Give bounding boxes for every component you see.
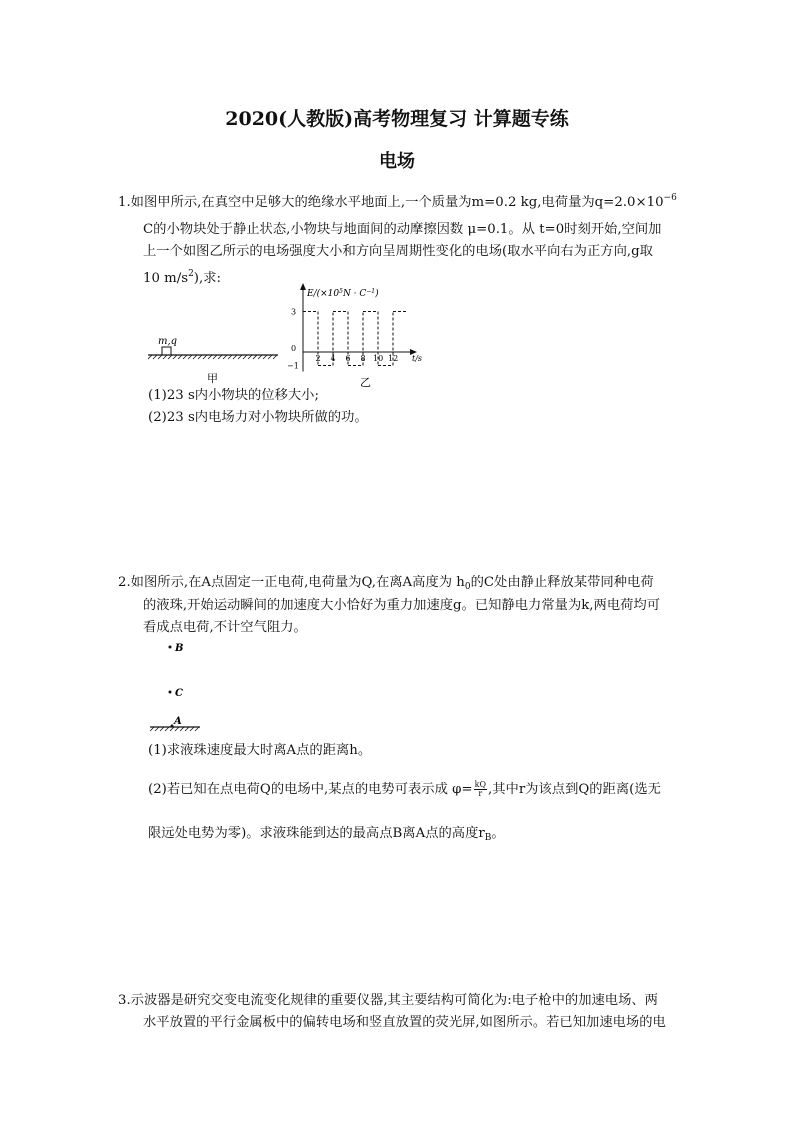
q2-sub1: (1)求液珠速度最大时离A点的距离h。 <box>148 743 372 758</box>
caption-yi: 乙 <box>360 376 371 389</box>
hatch-mark <box>263 355 267 359</box>
hatch-mark <box>163 355 167 359</box>
hatch-mark <box>218 355 222 359</box>
y-tick-label: −1 <box>287 361 299 371</box>
mass-label: m,q <box>158 336 178 347</box>
q2-sub2: (2)若已知在点电荷Q的电场中,某点的电势可表示成 φ= $\frac{kQ}{r}$ ,其中r为该点到Q的距离(选无 <box>148 780 661 798</box>
hatch-mark <box>208 355 212 359</box>
page-title: 2020(人教版)高考物理复习 计算题专练 <box>225 108 569 130</box>
q2-line2: 的液珠,开始运动瞬间的加速度大小恰好为重力加速度g。已知静电力常量为k,两电荷均可 <box>143 598 661 613</box>
hatch-mark <box>198 355 202 359</box>
hatch-mark <box>268 355 272 359</box>
x-axis-label: t/s <box>412 354 423 363</box>
label-B: B <box>175 643 184 654</box>
q3-line1: 3.示波器是研究交变电流变化规律的重要仪器,其主要结构可简化为:电子枪中的加速电场、两 <box>118 993 658 1008</box>
label-C: C <box>175 688 183 699</box>
q2-line1: 2.如图所示,在A点固定一正电荷,电荷量为Q,在离A高度为 $h_0$的C处由静止释放某带同种电荷 <box>118 575 654 592</box>
hatch-mark <box>178 355 182 359</box>
ground-hatching <box>148 355 277 359</box>
hatch-mark <box>148 355 152 359</box>
fraction-kq-r: $\frac{kQ}{r}$ <box>474 780 486 798</box>
hatch-mark <box>233 355 237 359</box>
y-tick-label: 0 <box>291 344 297 353</box>
q2-line3: 看成点电荷,不计空气阻力。 <box>143 620 307 635</box>
hatch-mark <box>173 355 177 359</box>
label-A: A <box>174 716 182 727</box>
y-axis-arrow <box>300 283 306 290</box>
hatch-mark <box>248 355 252 359</box>
hatch-mark <box>223 355 227 359</box>
hatch-mark <box>153 355 157 359</box>
hatch-mark <box>253 355 257 359</box>
hatch-mark <box>243 355 247 359</box>
block <box>162 347 171 355</box>
q2-sub2-line2: 限远处电势为零)。求液珠能到达的最高点B离A点的高度$r_B$。 <box>148 826 505 843</box>
hatch-mark <box>183 355 187 359</box>
y-axis-label: $E/(\times 10^5N \cdot C^{-1})$ <box>307 288 379 299</box>
figure-q2 <box>148 636 218 736</box>
x-tick-label: 8 <box>360 354 366 363</box>
q1-line2: C的小物块处于静止状态,小物块与地面间的动摩擦因数 μ=0.1。从 t=0时刻开始,空间加 <box>143 222 662 237</box>
hatch-mark <box>238 355 242 359</box>
x-tick-label: 6 <box>345 354 351 363</box>
x-tick-label: 10 <box>373 354 384 363</box>
hatch-mark <box>258 355 262 359</box>
q1-line3: 上一个如图乙所示的电场强度大小和方向呈周期性变化的电场(取水平向右为正方向,g取 <box>143 244 653 259</box>
hatch-mark <box>158 355 162 359</box>
hatch-mark <box>188 355 192 359</box>
q1-line4: 10 $m/s^2$),求: <box>143 269 221 286</box>
caption-jia: 甲 <box>207 372 218 385</box>
figure-yi-chart <box>285 282 450 392</box>
hatch-mark <box>193 355 197 359</box>
x-tick-label: 12 <box>388 354 399 363</box>
q3-line2: 水平放置的平行金属板中的偏转电场和竖直放置的荧光屏,如图所示。若已知加速电场的电 <box>143 1015 666 1030</box>
hatch-mark <box>203 355 207 359</box>
hatch-mark <box>273 355 277 359</box>
y-tick-label: 3 <box>291 307 297 317</box>
q1-sub2: (2)23 s内电场力对小物块所做的功。 <box>148 410 368 425</box>
figure-jia <box>148 330 280 390</box>
section-title: 电场 <box>379 151 415 172</box>
hatch-mark <box>213 355 217 359</box>
hatch-mark <box>168 355 172 359</box>
q1-sub1: (1)23 s内小物块的位移大小; <box>148 388 319 403</box>
q1-line1: 1.如图甲所示,在真空中足够大的绝缘水平地面上,一个质量为m=0.2 kg,电荷量为$q=2.0\times 10^{-6}$ <box>118 193 677 210</box>
x-tick-label: 2 <box>315 354 321 363</box>
x-tick-label: 4 <box>330 354 336 363</box>
point-C <box>169 691 172 694</box>
hatch-mark <box>228 355 232 359</box>
point-B <box>169 646 172 649</box>
